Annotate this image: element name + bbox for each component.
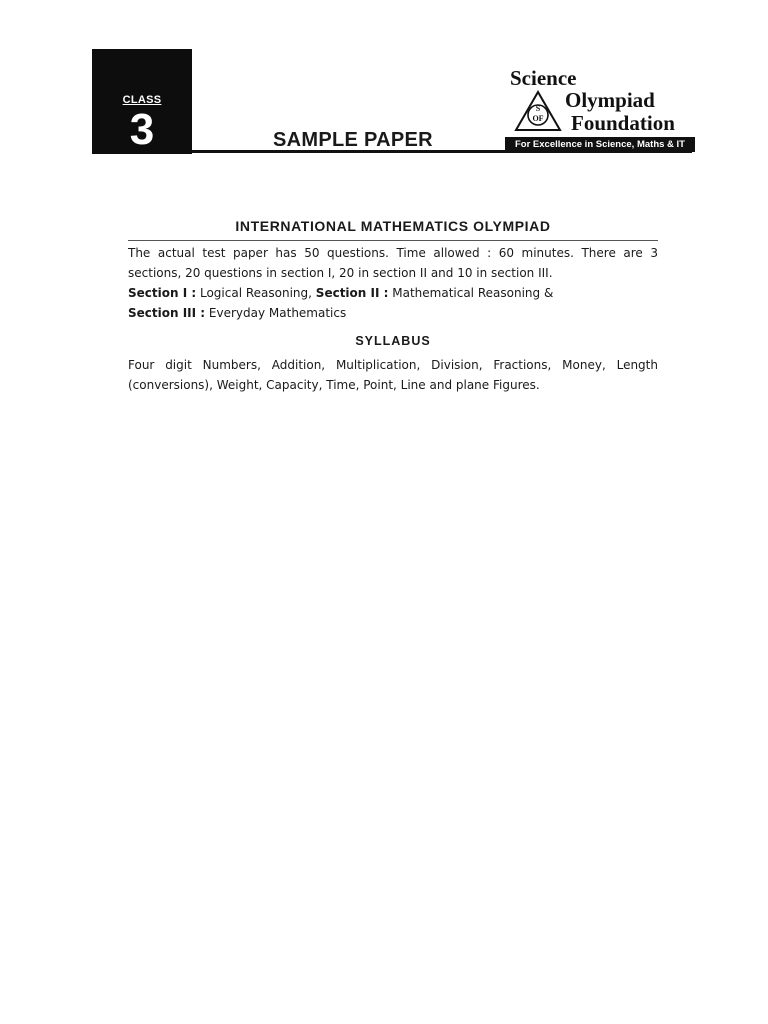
sof-logo — [505, 64, 695, 154]
section-2-text: Mathematical Reasoning & — [392, 286, 554, 300]
sections-line-2 — [128, 303, 658, 323]
section-2-label: Section II : — [315, 286, 389, 300]
olympiad-title: INTERNATIONAL MATHEMATICS OLYMPIAD — [235, 218, 551, 234]
class-number: 3 — [129, 105, 155, 154]
syllabus-heading: SYLLABUS — [355, 334, 431, 348]
section-1-label: Section I : — [128, 286, 197, 300]
logo-line-science: Science — [510, 66, 577, 90]
section-3-label: Section III : — [128, 306, 206, 320]
sections-line-1 — [128, 283, 658, 303]
emblem-letter-s: S — [535, 104, 541, 113]
logo-line-olympiad: Olympiad — [565, 88, 655, 112]
emblem-letter-o: O — [532, 114, 539, 123]
emblem-letter-f: F — [538, 114, 544, 123]
title-rule — [128, 240, 658, 241]
syllabus-paragraph: Four digit Numbers, Addition, Multiplication, Division, Fractions, Money, Length (conversions), Weight, Capacity, Time, Point, Line and plane Figures. — [128, 358, 658, 392]
intro-paragraph: The actual test paper has 50 questions. Time allowed : 60 minutes. There are 3 sections, 20 questions in section I, 20 in section II and 10 in section III. — [128, 246, 658, 280]
emblem-letters-of — [532, 114, 543, 123]
sof-triangle-emblem-icon — [513, 90, 563, 134]
logo-line-foundation: Foundation — [571, 111, 675, 135]
sections-paragraph — [128, 283, 658, 323]
page-title: SAMPLE PAPER — [273, 129, 433, 151]
logo-tagline: For Excellence in Science, Maths & IT — [505, 137, 695, 152]
section-1-text: Logical Reasoning, — [199, 286, 312, 300]
class-badge — [92, 49, 192, 154]
section-3-text: Everyday Mathematics — [208, 306, 347, 320]
class-label: CLASS — [122, 94, 162, 106]
